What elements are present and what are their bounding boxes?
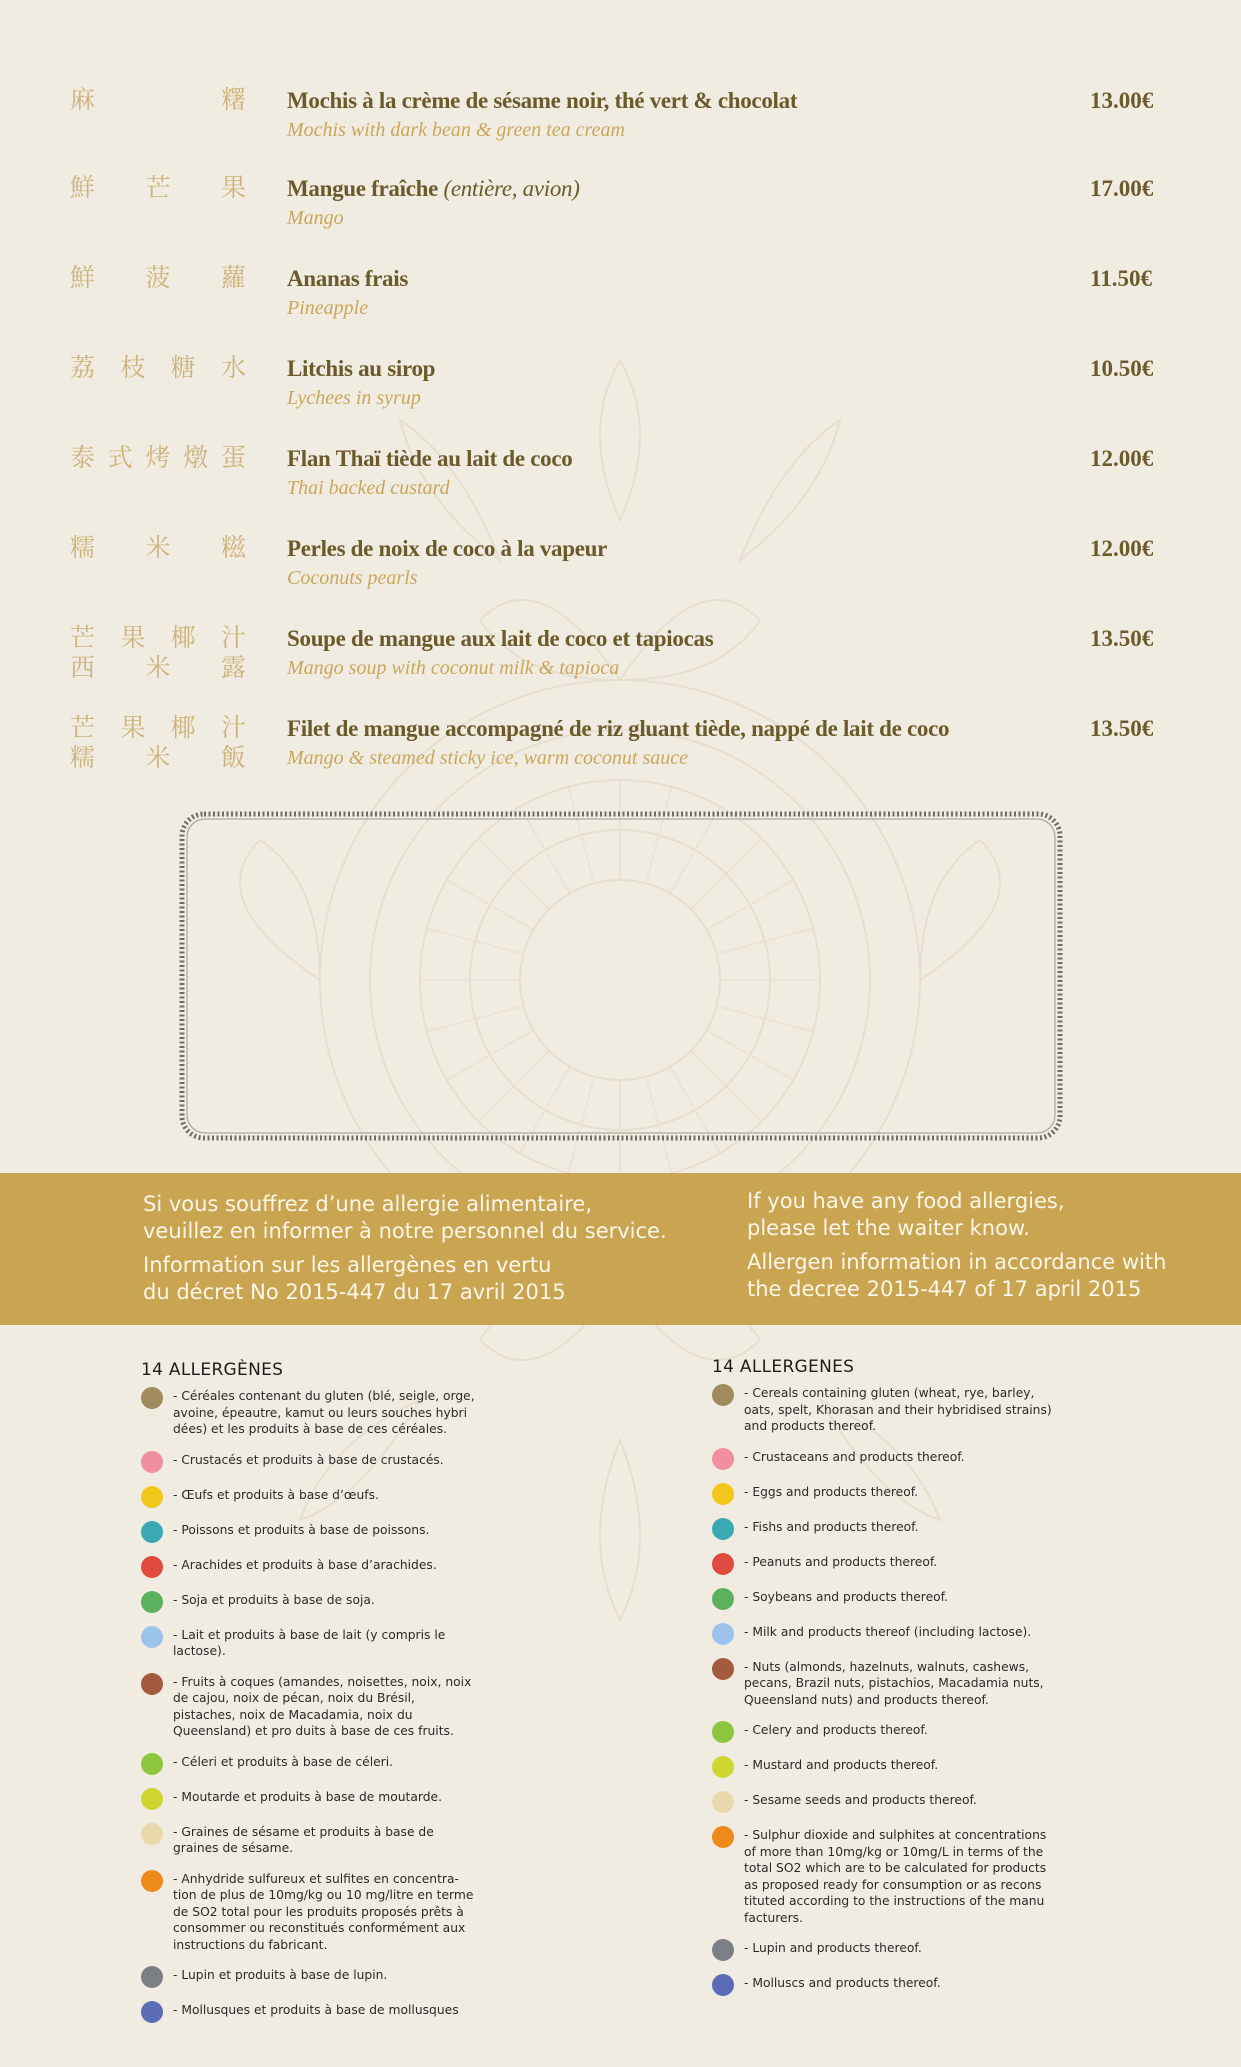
allergen-item — [141, 1487, 481, 1508]
chinese-character: 芒 — [70, 623, 96, 652]
english-dish-name: Coconuts pearls — [287, 567, 418, 589]
sulphite-icon — [141, 1870, 163, 1892]
chinese-character: 菠 — [145, 263, 171, 292]
allergen-item — [141, 1967, 481, 1988]
allergen-text: - Soja et produits à base de soja. — [173, 1592, 375, 1607]
egg-icon — [141, 1486, 163, 1508]
chinese-character: 燉 — [183, 443, 209, 472]
english-dish-name: Mango & steamed sticky ice, warm coconut sauce — [287, 747, 689, 769]
french-dish-name-text: Filet de mangue accompagné de riz gluant tiède, nappé de lait de coco — [287, 716, 950, 741]
french-dish-name — [287, 356, 435, 382]
peanut-icon — [141, 1556, 163, 1578]
allergens-title-english: 14 ALLERGENES — [712, 1357, 855, 1377]
dish-price: 10.50€ — [1090, 356, 1154, 381]
allergens-list-french — [141, 1360, 481, 2037]
mustard-icon — [712, 1756, 734, 1778]
chinese-character: 荔 — [70, 353, 96, 382]
allergen-item — [712, 1827, 1052, 1926]
allergen-text: - Anhydride sulfureux et sulfites en concentra- tion de plus de 10mg/kg ou 10 mg/litre en terme de SO2 total pour les produits proposés prêts à consommer ou reconstitués conformément aux instructions du fabricant. — [173, 1871, 474, 1952]
allergen-text: - Mustard and products thereof. — [744, 1758, 939, 1772]
decorative-chain-frame — [178, 810, 1064, 1142]
menu-item — [0, 173, 1241, 266]
lupin-icon — [141, 1966, 163, 1988]
dish-price: 11.50€ — [1090, 266, 1152, 291]
allergen-text: - Sesame seeds and products thereof. — [744, 1793, 977, 1807]
egg-icon — [712, 1483, 734, 1505]
allergen-item — [141, 1674, 481, 1740]
allergen-text: - Fruits à coques (amandes, noisettes, noix, noix de cajou, noix de pécan, noix du Brésil, pistaches, noix de Macadamia, noix du Queensland) et pro duits à base de ces fruits. — [173, 1674, 472, 1738]
english-dish-name: Mochis with dark bean & green tea cream — [287, 119, 625, 141]
shrimp-icon — [141, 1451, 163, 1473]
dish-price: 13.00€ — [1090, 88, 1154, 113]
soy-icon — [712, 1588, 734, 1610]
allergy-en-line1: If you have any food allergies, — [747, 1189, 1065, 1213]
chinese-character: 露 — [220, 653, 246, 682]
allergen-item — [712, 1975, 1052, 1996]
english-dish-name: Mango — [287, 207, 344, 229]
chinese-character: 汁 — [220, 623, 246, 652]
allergy-fr-line4: du décret No 2015-447 du 17 avril 2015 — [143, 1280, 566, 1304]
allergy-fr-line2: veuillez en informer à notre personnel du service. — [143, 1219, 667, 1243]
chinese-character: 糯 — [70, 533, 96, 562]
allergen-text: - Mollusques et produits à base de mollusques — [173, 2003, 459, 2017]
chinese-dish-name — [70, 443, 246, 473]
dish-price: 12.00€ — [1090, 536, 1154, 561]
menu-item — [0, 263, 1241, 356]
chinese-character: 烤 — [145, 443, 171, 472]
french-dish-name-text: Flan Thaï tiède au lait de coco — [287, 446, 573, 471]
allergen-item — [712, 1757, 1052, 1778]
chinese-character: 蛋 — [220, 443, 246, 472]
allergen-text: - Graines de sésame et produits à base de graines de sésame. — [173, 1824, 434, 1855]
chinese-character: 鮮 — [70, 173, 96, 202]
allergen-item — [141, 1789, 481, 1810]
dish-price: 12.00€ — [1090, 446, 1154, 471]
dish-price: 13.50€ — [1090, 626, 1154, 651]
allergen-item — [712, 1449, 1052, 1470]
menu-item — [0, 85, 1241, 178]
allergens-title-french: 14 ALLERGÈNES — [141, 1360, 284, 1380]
chinese-character: 水 — [220, 353, 246, 382]
allergy-fr-line1: Si vous souffrez d’une allergie alimentaire, — [143, 1192, 593, 1216]
french-dish-name — [287, 716, 949, 742]
mollusc-icon — [712, 1974, 734, 1996]
milk-icon — [141, 1626, 163, 1648]
menu-item — [0, 713, 1241, 806]
allergen-item — [712, 1722, 1052, 1743]
dish-price: 13.50€ — [1090, 716, 1154, 741]
allergen-text: - Crustacés et produits à base de crustacés. — [173, 1452, 444, 1467]
wheat-icon — [712, 1384, 734, 1406]
nut-icon — [712, 1658, 734, 1680]
allergen-item — [141, 2002, 481, 2023]
allergen-text: - Moutarde et produits à base de moutarde. — [173, 1789, 443, 1804]
chinese-character: 椰 — [170, 623, 196, 652]
french-dish-name-text: Litchis au sirop — [287, 356, 436, 381]
allergen-text: - Cereals containing gluten (wheat, rye, barley, oats, spelt, Khorasan and their hybridised strains) and products thereof. — [744, 1386, 1052, 1433]
french-dish-name-text: Perles de noix de coco à la vapeur — [287, 536, 608, 561]
chinese-dish-name — [70, 713, 246, 773]
menu-item — [0, 443, 1241, 536]
chinese-character: 果 — [220, 173, 246, 202]
allergen-item — [141, 1388, 481, 1438]
chinese-dish-name — [70, 353, 246, 383]
french-dish-name — [287, 176, 580, 202]
allergy-en-line4: the decree 2015-447 of 17 april 2015 — [747, 1277, 1142, 1301]
allergen-text: - Milk and products thereof (including lactose). — [744, 1624, 1032, 1639]
allergen-item — [712, 1519, 1052, 1540]
allergen-text: - Sulphur dioxide and sulphites at concentrations of more than 10mg/kg or 10mg/L in terms of the total SO2 which are to be calculated for products as proposed ready for consumption or as recons tituted according to the instructions of the manu facturers. — [744, 1828, 1047, 1925]
nut-icon — [141, 1673, 163, 1695]
allergen-text: - Lait et produits à base de lait (y compris le lactose). — [173, 1627, 446, 1658]
fish-icon — [141, 1521, 163, 1543]
allergen-text: - Arachides et produits à base d’arachides. — [173, 1557, 437, 1572]
allergen-item — [141, 1452, 481, 1473]
chinese-dish-name — [70, 263, 246, 293]
menu-item — [0, 533, 1241, 626]
mustard-icon — [141, 1788, 163, 1810]
allergen-text: - Lupin et produits à base de lupin. — [173, 1968, 388, 1982]
celery-icon — [141, 1753, 163, 1775]
french-dish-name-text: Ananas frais — [287, 266, 409, 291]
allergy-en-line3: Allergen information in accordance with — [747, 1250, 1167, 1274]
mollusc-icon — [141, 2001, 163, 2023]
chinese-character: 糖 — [170, 353, 196, 382]
chinese-character: 米 — [145, 743, 171, 772]
allergen-item — [712, 1624, 1052, 1645]
soy-icon — [141, 1591, 163, 1613]
allergen-item — [141, 1557, 481, 1578]
allergen-text: - Fishs and products thereof. — [744, 1519, 919, 1534]
allergy-info-band — [0, 1173, 1241, 1325]
allergen-item — [712, 1484, 1052, 1505]
chinese-character: 西 — [70, 653, 96, 682]
sesame-icon — [712, 1791, 734, 1813]
allergen-item — [712, 1940, 1052, 1961]
allergen-item — [712, 1659, 1052, 1709]
chinese-dish-name — [70, 623, 246, 683]
french-dish-name — [287, 446, 572, 472]
allergen-item — [141, 1871, 481, 1954]
chinese-dish-name — [70, 85, 246, 115]
allergy-fr-line3: Information sur les allergènes en vertu — [143, 1253, 552, 1277]
chinese-character: 枝 — [120, 353, 146, 382]
french-dish-note: (entière, avion) — [443, 176, 580, 201]
sulphite-icon — [712, 1826, 734, 1848]
allergen-text: - Céréales contenant du gluten (blé, seigle, orge, avoine, épeautre, kamut ou leurs souches hybri dées) et les produits à base de ces céréales. — [173, 1389, 475, 1436]
chinese-character: 椰 — [170, 713, 196, 742]
french-dish-name — [287, 266, 408, 292]
chinese-character: 汁 — [220, 713, 246, 742]
chinese-character: 糍 — [220, 533, 246, 562]
wheat-icon — [141, 1387, 163, 1409]
chinese-dish-name — [70, 533, 246, 563]
chinese-character: 麻 — [70, 85, 96, 114]
chinese-character: 糯 — [70, 743, 96, 772]
allergen-item — [712, 1385, 1052, 1435]
allergen-text: - Œufs et produits à base d’œufs. — [173, 1487, 379, 1502]
chinese-dish-name — [70, 173, 246, 203]
allergens-list-english — [712, 1357, 1052, 2010]
allergen-item — [712, 1792, 1052, 1813]
french-dish-name-text: Soupe de mangue aux lait de coco et tapiocas — [287, 626, 714, 651]
chinese-character: 果 — [120, 623, 146, 652]
french-dish-name — [287, 88, 797, 114]
allergen-item — [712, 1554, 1052, 1575]
menu-item — [0, 623, 1241, 716]
allergy-info-english — [747, 1188, 1166, 1310]
allergen-item — [141, 1754, 481, 1775]
allergy-info-french — [143, 1191, 667, 1313]
allergen-text: - Peanuts and products thereof. — [744, 1554, 938, 1569]
allergy-en-line2: please let the waiter know. — [747, 1216, 1030, 1240]
allergen-item — [712, 1589, 1052, 1610]
french-dish-name — [287, 626, 713, 652]
allergen-item — [141, 1592, 481, 1613]
chinese-character: 芒 — [145, 173, 171, 202]
french-dish-name-text: Mochis à la crème de sésame noir, thé vert & chocolat — [287, 88, 798, 113]
allergen-text: - Lupin and products thereof. — [744, 1941, 922, 1955]
english-dish-name: Pineapple — [287, 297, 369, 319]
dish-price: 17.00€ — [1090, 176, 1154, 201]
english-dish-name: Mango soup with coconut milk & tapioca — [287, 657, 620, 679]
celery-icon — [712, 1721, 734, 1743]
shrimp-icon — [712, 1448, 734, 1470]
chinese-character: 果 — [120, 713, 146, 742]
lupin-icon — [712, 1939, 734, 1961]
allergen-text: - Poissons et produits à base de poissons. — [173, 1522, 430, 1537]
allergen-item — [141, 1522, 481, 1543]
allergen-text: - Nuts (almonds, hazelnuts, walnuts, cashews, pecans, Brazil nuts, pistachios, Macadamia nuts, Queensland nuts) and products thereof. — [744, 1659, 1044, 1707]
allergen-text: - Molluscs and products thereof. — [744, 1976, 941, 1990]
allergen-item — [141, 1627, 481, 1660]
allergen-text: - Céleri et produits à base de céleri. — [173, 1754, 394, 1769]
peanut-icon — [712, 1553, 734, 1575]
sesame-icon — [141, 1823, 163, 1845]
chinese-character: 飯 — [220, 743, 246, 772]
milk-icon — [712, 1623, 734, 1645]
chinese-character: 糬 — [220, 85, 246, 114]
french-dish-name-text: Mangue fraîche — [287, 176, 444, 201]
chinese-character: 式 — [107, 443, 133, 472]
chinese-character: 鮮 — [70, 263, 96, 292]
chinese-character: 米 — [145, 653, 171, 682]
menu-item — [0, 353, 1241, 446]
english-dish-name: Thai backed custard — [287, 477, 450, 499]
allergen-text: - Crustaceans and products thereof. — [744, 1449, 965, 1464]
allergen-text: - Eggs and products thereof. — [744, 1484, 919, 1499]
chinese-character: 米 — [145, 533, 171, 562]
fish-icon — [712, 1518, 734, 1540]
allergen-text: - Celery and products thereof. — [744, 1723, 928, 1737]
allergen-text: - Soybeans and products thereof. — [744, 1589, 949, 1604]
english-dish-name: Lychees in syrup — [287, 387, 421, 409]
french-dish-name — [287, 536, 607, 562]
chinese-character: 泰 — [70, 443, 96, 472]
chinese-character: 蘿 — [220, 263, 246, 292]
allergen-item — [141, 1824, 481, 1857]
chinese-character: 芒 — [70, 713, 96, 742]
